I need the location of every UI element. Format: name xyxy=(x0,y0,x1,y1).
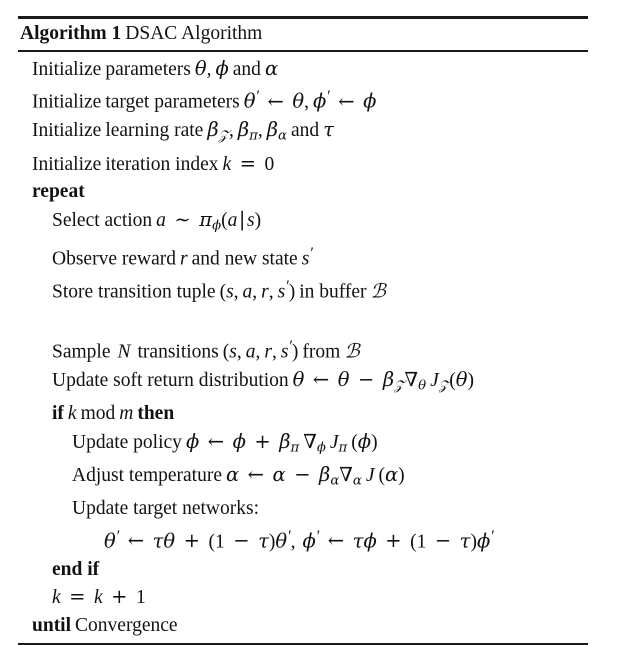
line-16-arrow-a: ← xyxy=(127,529,145,553)
line-13-arrow: ← xyxy=(207,429,225,453)
algorithm-bottom-rule xyxy=(18,643,588,645)
line-12-var-m: m xyxy=(119,403,134,425)
algorithm-line-19 xyxy=(18,612,588,639)
line-2-prime-b: ′ xyxy=(326,88,330,105)
line-4-zero: 0 xyxy=(264,153,275,175)
line-4-var-k: k xyxy=(222,153,232,175)
line-2-phi: ϕ xyxy=(363,89,377,113)
line-11-J-subscript-script-z: 𝒵 xyxy=(438,378,450,394)
line-14-alpha-lhs: α xyxy=(226,463,240,487)
line-6-pi: π xyxy=(199,207,213,231)
algorithm-line-5 xyxy=(18,178,588,205)
line-6-subscript-phi: ϕ xyxy=(212,218,222,234)
line-11-subscript-script-z: 𝒵 xyxy=(394,378,405,394)
line-6-word-select-action: Select action xyxy=(52,209,153,231)
line-1-theta: θ xyxy=(194,56,207,80)
line-10-var-r: r xyxy=(264,341,272,363)
line-1-word-initialize: Initialize xyxy=(32,58,102,80)
keyword-if: if xyxy=(52,403,64,425)
line-13-J-subscript-pi: π xyxy=(338,440,348,456)
line-13-phi-lhs: ϕ xyxy=(185,429,200,453)
line-1-word-parameters: parameters xyxy=(105,58,191,80)
line-3-subscript-alpha: α xyxy=(278,128,287,144)
line-18-equals: = xyxy=(69,585,86,609)
line-14-beta: β xyxy=(319,463,331,487)
line-16-prime-a: ′ xyxy=(115,527,120,545)
line-13-J-arg-phi: ϕ xyxy=(357,429,372,453)
algorithm-line-3: Initialize learning rate $\beta_𝒵$, $\beta_\pi$, $\beta_\alpha$ and τ xyxy=(32,118,334,144)
line-2-arrow-b: ← xyxy=(338,89,355,113)
line-4-word-iteration-index: iteration index xyxy=(105,153,219,175)
line-10-var-N: N xyxy=(117,341,131,363)
algorithm-block xyxy=(18,16,588,645)
line-14-minus: − xyxy=(294,463,311,487)
line-16-theta-prime-lhs: θ xyxy=(104,529,116,553)
line-3-beta-z: β xyxy=(207,118,219,142)
line-16-plus-a: + xyxy=(183,529,200,553)
line-16-arrow-b: ← xyxy=(327,529,345,553)
line-14-J-arg-alpha: α xyxy=(385,463,399,487)
line-16-plus-b: + xyxy=(385,529,402,553)
line-8-word-store-transition: Store transition tuple xyxy=(52,281,216,303)
line-14-word-adjust-temperature: Adjust temperature xyxy=(72,465,222,487)
line-10-var-a: a xyxy=(245,341,256,363)
line-11-J: J xyxy=(430,370,439,392)
line-2-word-initialize: Initialize xyxy=(32,91,102,113)
algorithm-title xyxy=(18,19,588,50)
line-16-tau-d: τ xyxy=(459,529,471,553)
line-7-word-new-state: and new state xyxy=(191,248,298,270)
algorithm-line-blank xyxy=(18,306,588,333)
line-13-subscript-pi: π xyxy=(290,440,300,456)
line-2-prime-a: ′ xyxy=(255,88,260,105)
line-4-equals: = xyxy=(239,151,256,175)
algorithm-line-8: Store transition tuple (s, a, r, s′) in buffer ℬ xyxy=(52,277,387,303)
line-3-beta-pi: β xyxy=(237,118,250,142)
line-3-subscript-pi: π xyxy=(249,128,258,144)
line-7-word-observe-reward: Observe reward xyxy=(52,248,176,270)
algorithm-line-14: Adjust temperature α ← $\alpha - \beta_\alpha\nabla_\alpha$ J (α) xyxy=(72,463,405,489)
line-1-alpha: α xyxy=(264,56,279,80)
algorithm-name-label: DSAC Algorithm xyxy=(125,23,263,44)
keyword-end-if: end if xyxy=(52,558,100,580)
algorithm-line-7 xyxy=(18,240,588,273)
line-7-var-r: r xyxy=(179,248,188,270)
line-16-tau-c: τ xyxy=(352,529,364,553)
algorithm-line-16: θ′ ← τθ + (1 − τ)θ′, ϕ′ ← τϕ + (1 − τ)ϕ′ xyxy=(104,527,494,553)
line-10-var-s-prime: s xyxy=(280,341,289,363)
line-13-beta: β xyxy=(279,429,291,453)
line-14-J: J xyxy=(365,465,375,487)
line-8-word-in-buffer: in buffer xyxy=(299,281,367,303)
line-11-nabla: ∇ xyxy=(404,368,419,392)
line-6-tilde: ∼ xyxy=(174,207,191,231)
line-13-word-update-policy: Update policy xyxy=(72,431,182,453)
line-16-phi-prime-lhs: ϕ xyxy=(302,529,316,553)
line-6-var-a: a xyxy=(156,209,166,231)
algorithm-line-11: Update soft return distribution θ ← $\theta - \beta_𝒵\nabla_\theta$ $J_𝒵(\theta)$ xyxy=(52,368,474,394)
algorithm-line-17 xyxy=(18,556,588,583)
line-8-var-r: r xyxy=(261,281,269,303)
algorithm-line-15 xyxy=(18,495,588,522)
line-13-nabla: ∇ xyxy=(303,429,317,453)
algorithm-line-2: Initialize target parameters θ′ ← θ, ϕ′ ← ϕ xyxy=(32,88,377,113)
line-11-theta-rhs: θ xyxy=(337,368,350,392)
line-2-theta: θ xyxy=(292,89,305,113)
line-10-word-transitions: transitions xyxy=(137,341,219,363)
line-11-theta-lhs: θ xyxy=(292,368,305,392)
line-16-phi-prime-rhs: ϕ xyxy=(476,529,491,553)
keyword-then: then xyxy=(137,403,175,425)
keyword-until: until xyxy=(32,614,72,636)
line-11-arrow: ← xyxy=(312,368,330,392)
line-1-phi: ϕ xyxy=(215,56,229,80)
line-1-word-and: and xyxy=(232,58,261,80)
line-11-beta: β xyxy=(382,368,395,392)
algorithm-line-13: Update policy ϕ ← $\phi + \beta_\pi$ $\nabla_\phi$ $J_\pi$ (ϕ) xyxy=(72,429,378,456)
line-13-plus: + xyxy=(254,429,271,453)
line-10-script-b: ℬ xyxy=(344,339,360,363)
line-8-var-s-prime: s xyxy=(277,281,286,303)
line-16-minus-b: − xyxy=(434,529,452,553)
line-2-theta-prime: θ xyxy=(243,89,256,113)
line-18-one: 1 xyxy=(136,587,146,609)
line-2-phi-prime: ϕ xyxy=(312,89,327,113)
line-11-nabla-subscript-theta: θ xyxy=(418,378,427,394)
line-3-tau: τ xyxy=(323,118,334,142)
line-11-word-update-soft: Update soft return distribution xyxy=(52,370,289,392)
algorithm-line-10: Sample N transitions (s, a, r, s′) from ℬ xyxy=(52,338,360,363)
line-7-prime: ′ xyxy=(309,244,313,262)
line-15-word-update-target: Update target networks: xyxy=(72,498,260,520)
line-10-prime: ′ xyxy=(288,338,292,356)
line-7-var-s-prime: s xyxy=(301,248,310,270)
line-16-prime-d: ′ xyxy=(490,527,494,545)
line-8-var-s: s xyxy=(226,281,234,303)
algorithm-number-label: Algorithm 1 xyxy=(20,23,122,44)
line-14-alpha-rhs: α xyxy=(272,463,286,487)
line-16-phi-a: ϕ xyxy=(363,529,377,553)
line-3-beta-alpha: β xyxy=(266,118,279,142)
line-13-nabla-subscript-phi: ϕ xyxy=(316,440,326,456)
line-19-word-convergence: Convergence xyxy=(75,614,178,636)
line-10-word-sample: Sample xyxy=(52,341,111,363)
line-12-var-k: k xyxy=(67,403,77,425)
line-11-J-arg-theta: θ xyxy=(455,368,468,392)
line-3-word-initialize: Initialize xyxy=(32,120,102,142)
line-18-var-k-rhs: k xyxy=(94,587,103,609)
algorithm-body xyxy=(18,52,588,643)
keyword-repeat: repeat xyxy=(32,181,85,203)
line-13-phi-rhs: ϕ xyxy=(232,429,246,453)
line-16-minus-a: − xyxy=(233,529,250,553)
line-16-prime-b: ′ xyxy=(287,527,291,545)
line-16-tau-a: τ xyxy=(152,529,164,553)
line-3-subscript-script-z: 𝒵 xyxy=(218,128,229,144)
algorithm-line-4 xyxy=(18,150,588,178)
line-13-J: J xyxy=(329,431,339,453)
line-3-word-learning-rate: learning rate xyxy=(105,120,204,142)
algorithm-line-12 xyxy=(18,400,588,427)
line-3-word-and: and xyxy=(290,120,320,142)
line-16-theta-a: θ xyxy=(163,529,176,553)
line-16-prime-c: ′ xyxy=(315,527,320,545)
line-2-arrow-a: ← xyxy=(267,89,284,113)
line-6-arg-s: s xyxy=(246,209,255,231)
line-11-minus: − xyxy=(358,368,375,392)
line-16-one-a: 1 xyxy=(214,531,225,553)
line-18-plus: + xyxy=(111,585,128,609)
line-4-word-initialize: Initialize xyxy=(32,153,102,175)
line-8-prime: ′ xyxy=(285,277,289,295)
line-14-arrow: ← xyxy=(247,463,265,487)
line-18-var-k-lhs: k xyxy=(52,587,61,609)
line-8-var-a: a xyxy=(242,281,253,303)
line-14-subscript-alpha: α xyxy=(330,473,340,489)
line-2-word-target-parameters: target parameters xyxy=(105,91,240,113)
line-12-op-mod: mod xyxy=(80,403,116,425)
line-8-script-b: ℬ xyxy=(370,279,387,303)
line-6-bar: | xyxy=(238,207,246,231)
line-6-arg-a: a xyxy=(227,209,238,231)
algorithm-line-6: Select action a ∼ $\pi_\phi(a|s)$ xyxy=(52,207,262,234)
line-14-nabla: ∇ xyxy=(339,463,353,487)
line-16-one-b: 1 xyxy=(416,531,427,553)
line-16-tau-b: τ xyxy=(258,529,269,553)
line-16-theta-prime-rhs: θ xyxy=(275,529,288,553)
line-10-var-s: s xyxy=(229,341,237,363)
algorithm-line-18 xyxy=(18,583,588,611)
line-10-word-from: from xyxy=(302,341,341,363)
line-14-nabla-subscript-alpha: α xyxy=(352,473,362,489)
algorithm-line-1: Initialize parameters θ, ϕ and α xyxy=(32,56,279,80)
